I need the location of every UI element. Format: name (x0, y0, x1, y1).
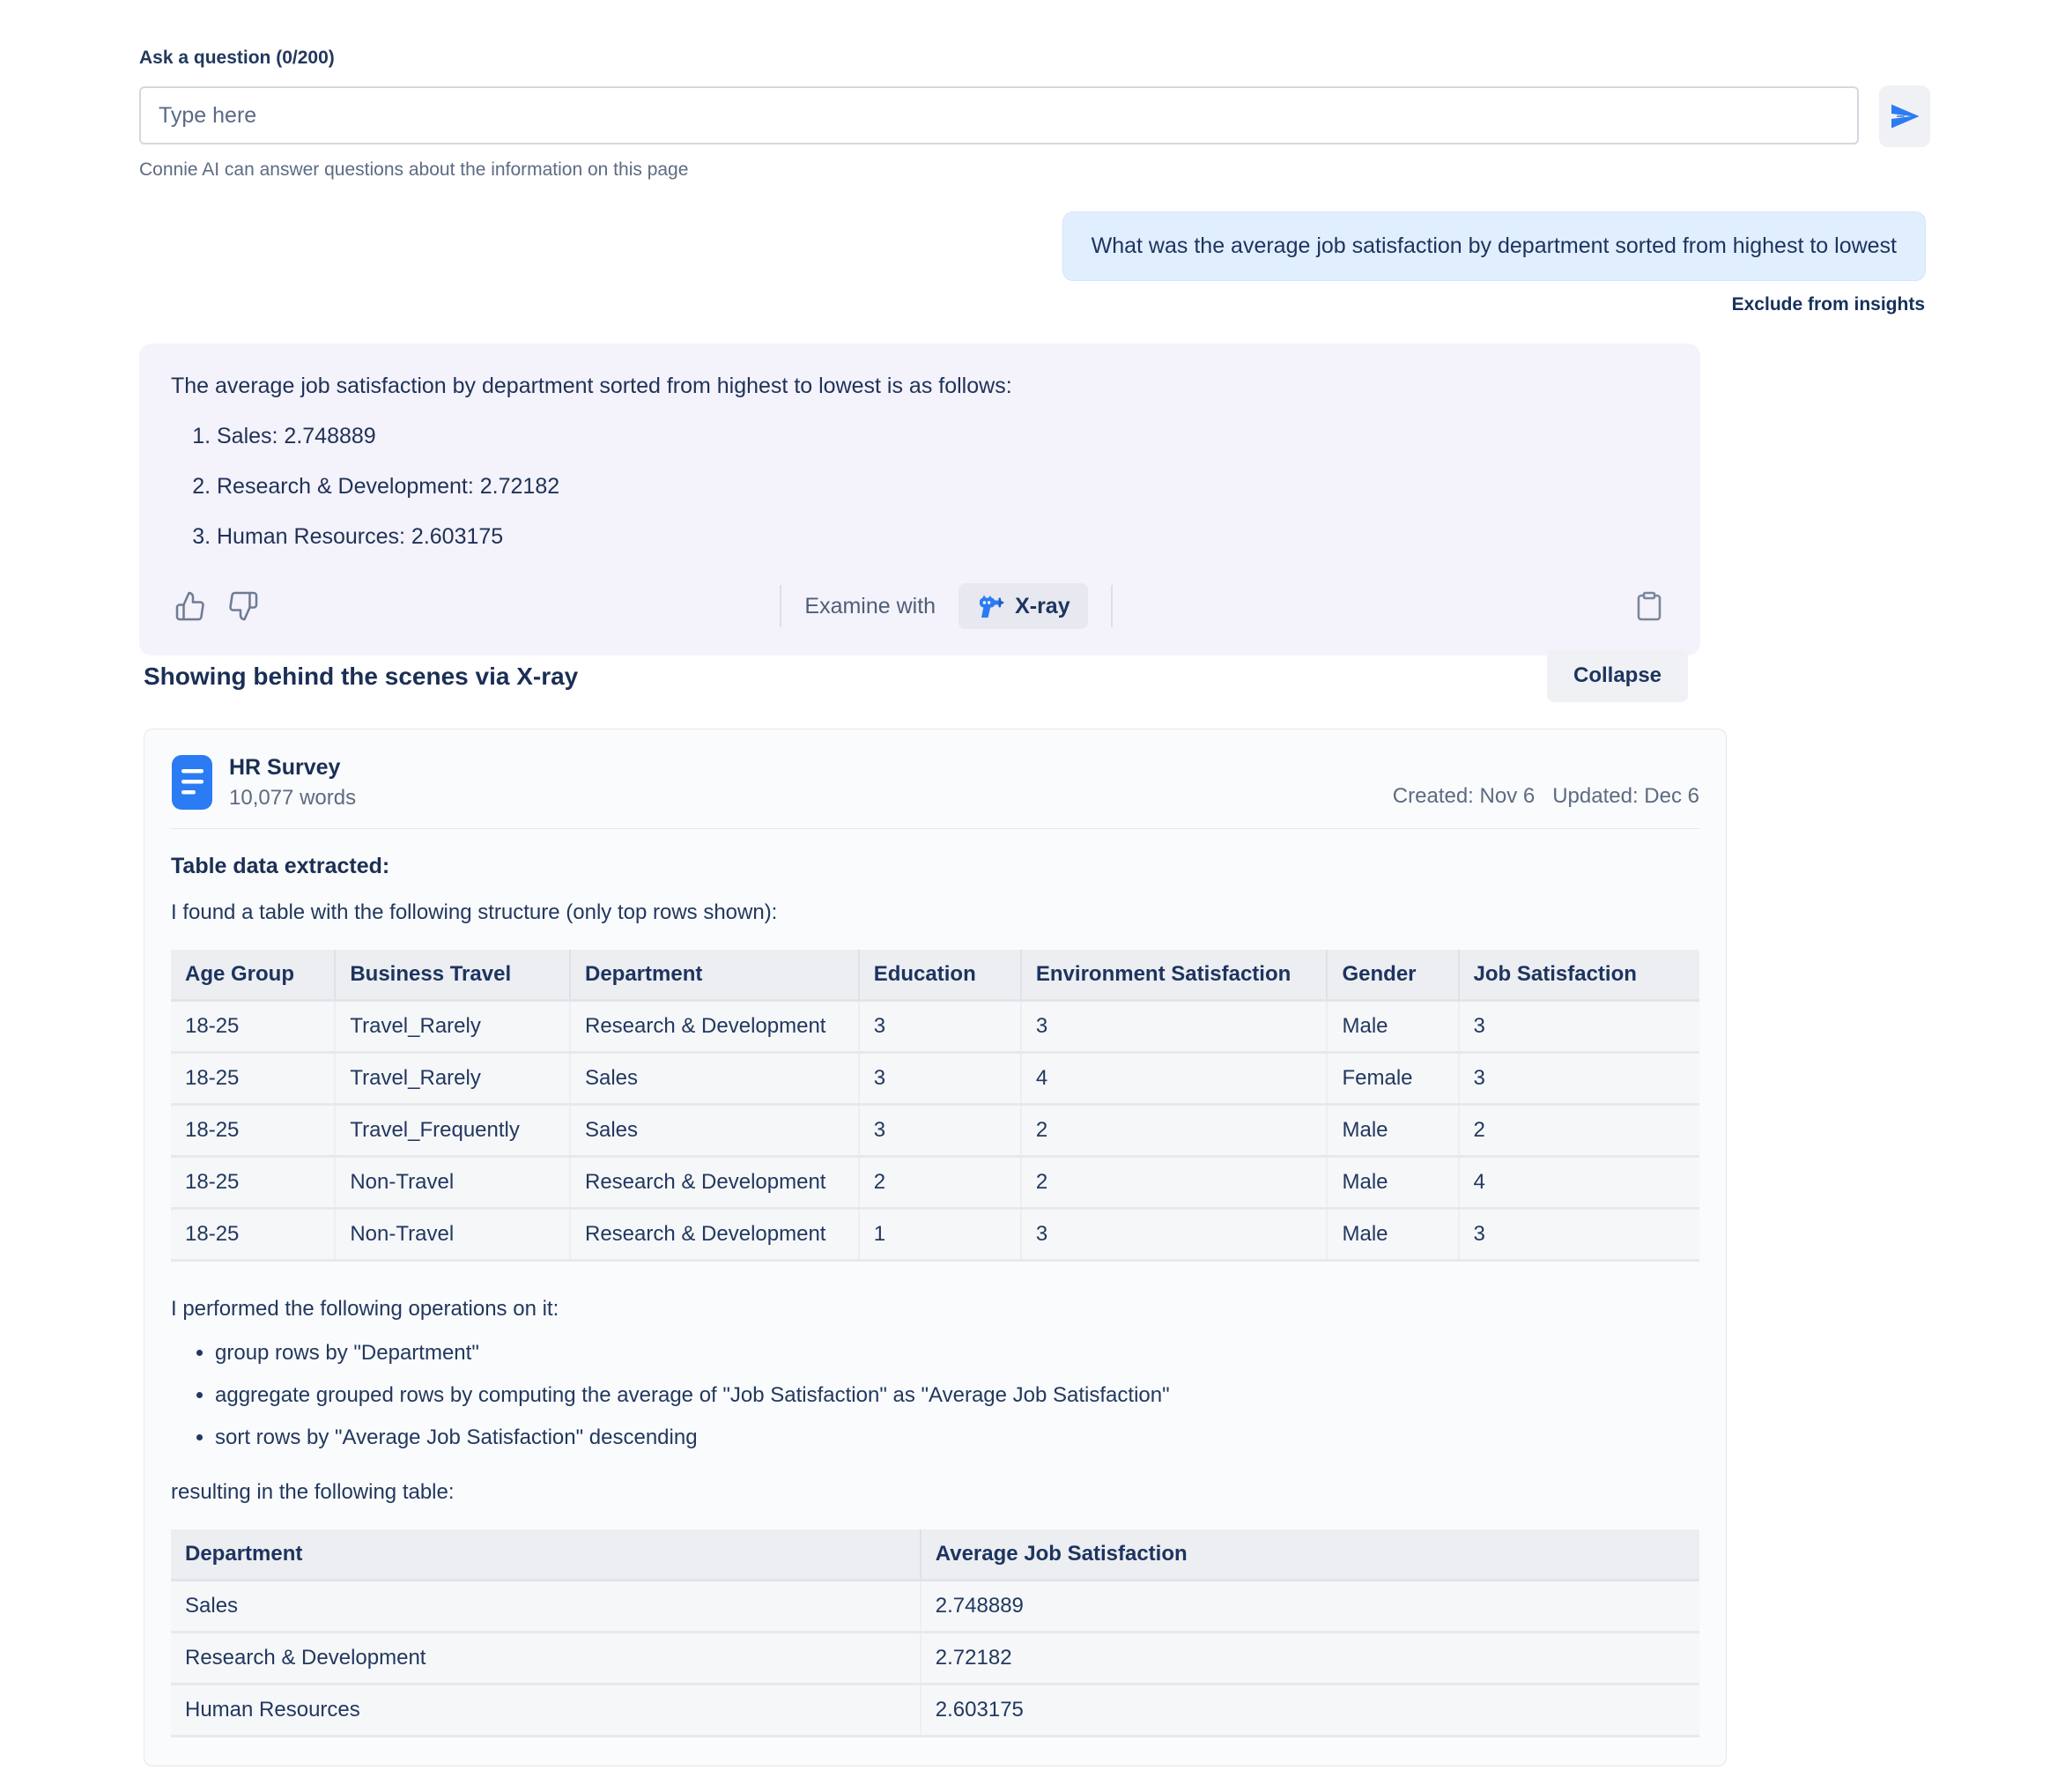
table-header-row (171, 950, 1699, 1001)
table-cell: Sales (570, 1105, 859, 1157)
table-header-cell: Age Group (171, 950, 335, 1001)
table-header-cell: Department (570, 950, 859, 1001)
send-icon (1889, 100, 1921, 132)
table-cell: 3 (1459, 1001, 1699, 1053)
table-cell: 18-25 (171, 1001, 335, 1053)
table-cell: 18-25 (171, 1157, 335, 1209)
table-cell: Female (1327, 1053, 1458, 1105)
operations-list (171, 1341, 1699, 1450)
table-cell: 2 (1459, 1105, 1699, 1157)
table-cell: Travel_Rarely (335, 1053, 570, 1105)
table-row (171, 1105, 1699, 1157)
thumbs-up-button[interactable] (171, 587, 210, 626)
table-cell: Research & Development (570, 1157, 859, 1209)
table-cell: Non-Travel (335, 1157, 570, 1209)
list-item: 1. Sales: 2.748889 (217, 424, 1669, 449)
send-button[interactable] (1879, 85, 1930, 147)
collapse-button[interactable]: Collapse (1547, 649, 1688, 702)
created-date: Created: Nov 6 (1392, 784, 1536, 808)
table-row (171, 1685, 1699, 1736)
table-cell: 18-25 (171, 1209, 335, 1261)
clipboard-icon (1633, 590, 1665, 622)
document-title[interactable]: HR Survey (229, 754, 341, 780)
table-header-cell: Education (859, 950, 1021, 1001)
table-cell: Travel_Rarely (335, 1001, 570, 1053)
table-cell: 1 (859, 1209, 1021, 1261)
table-cell: 18-25 (171, 1105, 335, 1157)
document-icon (171, 754, 213, 811)
table-row (171, 1209, 1699, 1261)
divider (1111, 585, 1113, 627)
question-input[interactable] (139, 86, 1859, 144)
updated-date: Updated: Dec 6 (1552, 784, 1699, 808)
exclude-from-insights-link[interactable]: Exclude from insights (1731, 294, 1925, 315)
thumbs-down-icon (227, 590, 259, 622)
thumbs-down-button[interactable] (224, 587, 263, 626)
table-cell: 4 (1021, 1053, 1328, 1105)
table-row (171, 1581, 1699, 1633)
table-cell: 3 (1021, 1001, 1328, 1053)
table-cell: Male (1327, 1157, 1458, 1209)
xray-section-heading: Showing behind the scenes via X-ray (144, 663, 579, 690)
answer-intro: The average job satisfaction by department sorted from highest to lowest is as follows: (171, 374, 1012, 398)
table-cell: Male (1327, 1001, 1458, 1053)
list-item: • group rows by "Department" (215, 1341, 1699, 1366)
list-item: 3. Human Resources: 2.603175 (217, 524, 1669, 550)
result-intro: resulting in the following table: (171, 1480, 455, 1504)
answer-ranked-list (171, 424, 1669, 550)
list-item: 2. Research & Development: 2.72182 (217, 474, 1669, 500)
table-header-cell: Environment Satisfaction (1021, 950, 1328, 1001)
table-cell: 2.72182 (921, 1633, 1699, 1685)
ask-question-label: Ask a question (0/200) (139, 48, 335, 68)
table-header-cell: Gender (1327, 950, 1458, 1001)
operations-intro: I performed the following operations on it: (171, 1297, 559, 1321)
table-cell: 3 (859, 1105, 1021, 1157)
table-data-extracted-heading: Table data extracted: (171, 854, 390, 878)
divider (780, 585, 781, 627)
list-item: • aggregate grouped rows by computing the average of "Job Satisfaction" as "Average Job Satisfaction" (215, 1383, 1699, 1408)
divider (171, 828, 1699, 829)
xray-button[interactable] (958, 583, 1088, 629)
table-cell: Research & Development (171, 1633, 921, 1685)
document-word-count: 10,077 words (229, 785, 357, 810)
copy-answer-button[interactable] (1630, 587, 1669, 626)
source-data-table (171, 950, 1699, 1262)
xray-gun-icon (976, 592, 1004, 620)
document-dates (1393, 784, 1699, 811)
table-cell: 3 (859, 1001, 1021, 1053)
table-cell: 2.603175 (921, 1685, 1699, 1736)
document-header (171, 754, 1699, 811)
table-cell: 3 (859, 1053, 1021, 1105)
table-header-cell: Business Travel (335, 950, 570, 1001)
table-cell: 4 (1459, 1157, 1699, 1209)
xray-button-label: X-ray (1015, 593, 1070, 618)
table-cell: Male (1327, 1209, 1458, 1261)
table-cell: 3 (1459, 1053, 1699, 1105)
table-cell: 2 (859, 1157, 1021, 1209)
table-cell: Travel_Frequently (335, 1105, 570, 1157)
table-cell: 2 (1021, 1157, 1328, 1209)
table-header-cell: Department (171, 1529, 921, 1581)
answer-footer (171, 574, 1669, 641)
table-cell: Sales (171, 1581, 921, 1633)
table-cell: Research & Development (570, 1209, 859, 1261)
examine-with-label: Examine with (804, 593, 936, 618)
table-cell: Sales (570, 1053, 859, 1105)
list-item: • sort rows by "Average Job Satisfaction" descending (215, 1425, 1699, 1450)
xray-source-card (144, 729, 1727, 1766)
table-header-cell: Job Satisfaction (1459, 950, 1699, 1001)
table-cell: 18-25 (171, 1053, 335, 1105)
user-question-bubble: What was the average job satisfaction by department sorted from highest to lowest (1062, 211, 1926, 281)
table-cell: 2.748889 (921, 1581, 1699, 1633)
feedback-buttons (171, 587, 263, 626)
table-cell: Research & Development (570, 1001, 859, 1053)
table-header-row (171, 1529, 1699, 1581)
result-table (171, 1529, 1699, 1737)
examine-group (263, 583, 1630, 629)
table-cell: 2 (1021, 1105, 1328, 1157)
document-titles (229, 755, 356, 811)
thumbs-up-icon (174, 590, 206, 622)
table-row (171, 1001, 1699, 1053)
table-cell: 3 (1021, 1209, 1328, 1261)
table-row (171, 1633, 1699, 1685)
ai-answer-bubble (139, 344, 1700, 655)
table-row (171, 1053, 1699, 1105)
table-structure-intro: I found a table with the following structure (only top rows shown): (171, 900, 778, 924)
assistant-helper-text: Connie AI can answer questions about the information on this page (139, 159, 689, 180)
table-cell: 3 (1459, 1209, 1699, 1261)
table-cell: Non-Travel (335, 1209, 570, 1261)
table-cell: Human Resources (171, 1685, 921, 1736)
table-header-cell: Average Job Satisfaction (921, 1529, 1699, 1581)
table-cell: Male (1327, 1105, 1458, 1157)
table-row (171, 1157, 1699, 1209)
